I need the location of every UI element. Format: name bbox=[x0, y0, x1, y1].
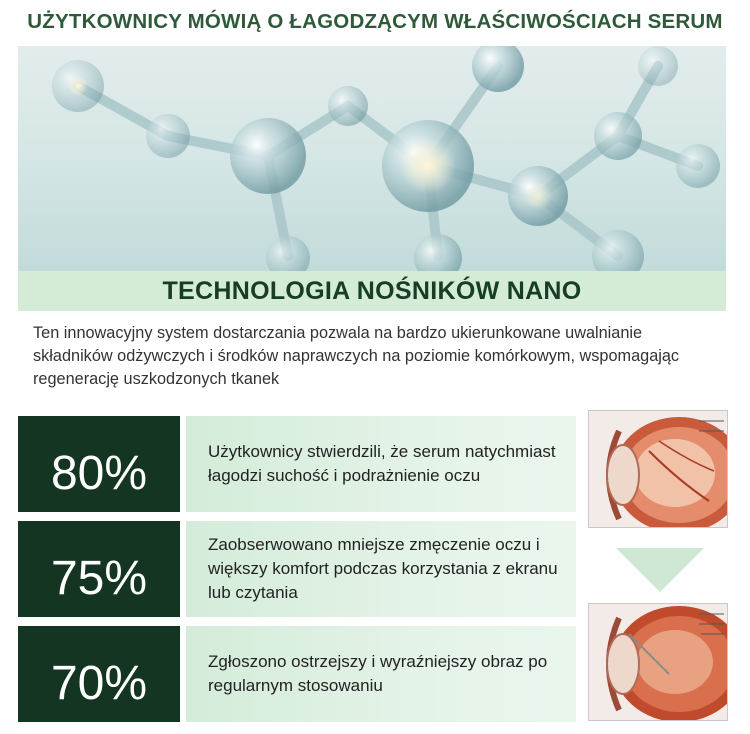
arrow-down-icon bbox=[616, 548, 704, 592]
stat-row bbox=[18, 521, 576, 617]
molecule-illustration bbox=[18, 46, 726, 271]
stat-value: 75% bbox=[18, 521, 180, 617]
stat-row bbox=[18, 416, 576, 512]
eye-anatomy-after bbox=[588, 603, 728, 721]
molecule-icon bbox=[18, 46, 726, 271]
stat-description: Użytkownicy stwierdzili, że serum natychmiast łagodzi suchość i podrażnienie oczu bbox=[186, 416, 576, 512]
page-title: UŻYTKOWNICY MÓWIĄ O ŁAGODZĄCYM WŁAŚCIWOŚCIACH SERUM bbox=[27, 10, 723, 33]
stat-value: 80% bbox=[18, 416, 180, 512]
stat-description: Zaobserwowano mniejsze zmęczenie oczu i większy komfort podczas korzystania z ekranu lub czytania bbox=[186, 521, 576, 617]
eye-anatomy-before bbox=[588, 410, 728, 528]
section-banner: TECHNOLOGIA NOŚNIKÓW NANO bbox=[18, 271, 726, 311]
eye-anatomy-icon bbox=[589, 411, 728, 528]
eye-anatomy-icon bbox=[589, 604, 728, 721]
intro-text: Ten innowacyjny system dostarczania pozwala na bardzo ukierunkowane uwalnianie składników odżywczych i środków naprawczych na poziomie komórkowym, wspomagając regenerację uszkodzonych tkanek bbox=[33, 324, 680, 388]
stat-description: Zgłoszono ostrzejszy i wyraźniejszy obraz po regularnym stosowaniu bbox=[186, 626, 576, 722]
stat-row bbox=[18, 626, 576, 722]
stat-value: 70% bbox=[18, 626, 180, 722]
